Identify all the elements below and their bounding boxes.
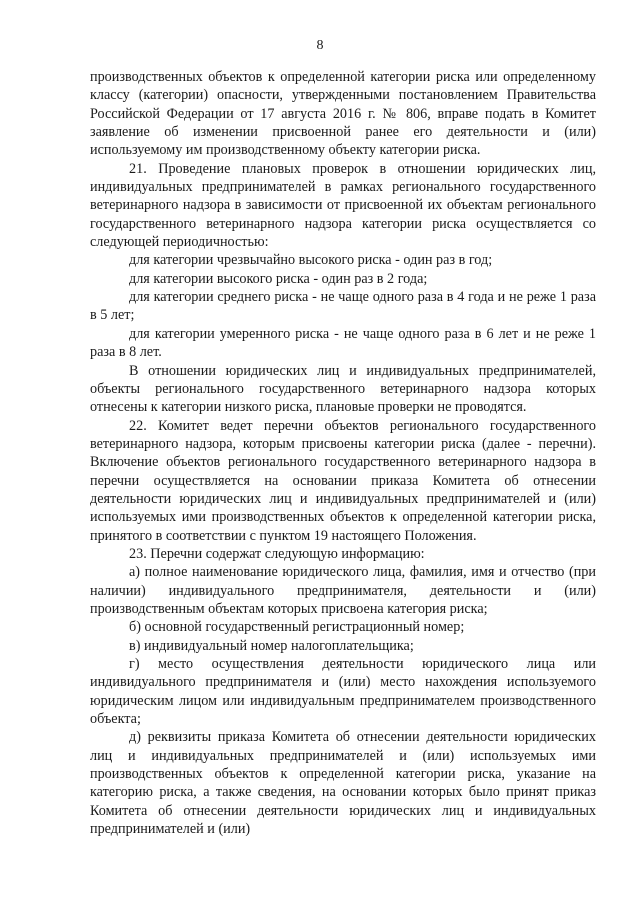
- paragraph-item-23-v: в) индивидуальный номер налогоплательщика;: [129, 637, 414, 654]
- paragraph-item-23-d: д) реквизиты приказа Комитета об отнесении деятельности юридических лиц и индивидуальных предпринимателей и (или) используемых ими производственных объектов к определенной категории риска, указание на категорию риска, а также сведения, на основании которых было принят приказ Комитета об отнесении деятельности юридических лиц и индивидуальных предпринимателей и (или): [90, 729, 596, 838]
- paragraph-item-23: 23. Перечни содержат следующую информацию:: [129, 545, 425, 562]
- paragraph-item-23-g: г) место осуществления деятельности юридического лица или индивидуального предпринимателя и (или) место нахождения используемого юридическим лицом или индивидуальным предпринимателем производственного объекта;: [90, 656, 596, 728]
- paragraph-frequency-extreme: для категории чрезвычайно высокого риска - один раз в год;: [129, 252, 493, 269]
- paragraph-item-22: 22. Комитет ведет перечни объектов регионального государственного ветеринарного надзора, которым присвоены категории риска (далее - перечни). Включение объектов регионального государственного ветеринарного надзора в перечни осуществляется на основании приказа Комитета об отнесении деятельности юридических лиц и индивидуальных предпринимателей и (или) используемых ими производственных объектов к определенной категории риска, принятого в соответствии с пунктом 19 настоящего Положения.: [90, 417, 596, 544]
- document-body: [90, 68, 596, 838]
- paragraph-item-21: 21. Проведение плановых проверок в отношении юридических лиц, индивидуальных предпринимателей в рамках регионального государственного ветеринарного надзора в зависимости от присвоенной их объектам регионального государственного ветеринарного надзора категории риска осуществляется со следующей периодичностью:: [90, 160, 596, 251]
- paragraph-low-risk: В отношении юридических лиц и индивидуальных предпринимателей, объекты регионального государственного ветеринарного надзора которых отнесены к категории низкого риска, плановые проверки не проводятся.: [90, 362, 596, 416]
- paragraph-frequency-medium: для категории среднего риска - не чаще одного раза в 4 года и не реже 1 раза в 5 лет;: [90, 289, 596, 324]
- page-number: 8: [316, 38, 324, 53]
- paragraph-frequency-high: для категории высокого риска - один раз в 2 года;: [129, 270, 428, 287]
- paragraph-item-23-a: а) полное наименование юридического лица, фамилия, имя и отчество (при наличии) индивидуального предпринимателя, деятельности и (или) производственным объектам которых присвоена категория риска;: [90, 564, 596, 617]
- paragraph-frequency-moderate: для категории умеренного риска - не чаще одного раза в 6 лет и не реже 1 раза в 8 лет.: [90, 325, 596, 361]
- paragraph-continuation: производственных объектов к определенной категории риска или определенному классу (категории) опасности, утвержденными постановлением Правительства Российской Федерации от 17 августа 2016 г. № 806, вправе подать в Комитет заявление об изменении присвоенной ранее его деятельности и (или) используемому им производственному объекту категории риска.: [90, 69, 596, 159]
- paragraph-item-23-b: б) основной государственный регистрационный номер;: [129, 619, 465, 636]
